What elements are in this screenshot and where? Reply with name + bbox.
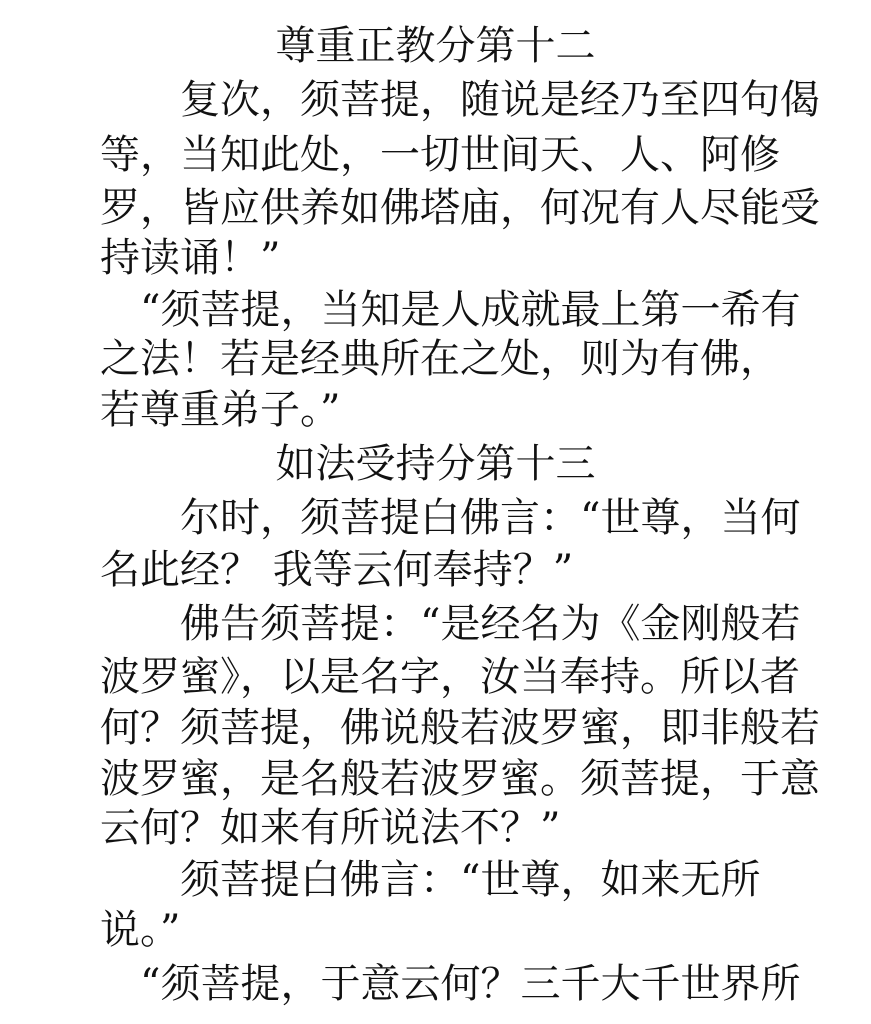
text-line: 等，当知此处，一切世间天、人、阿修: [100, 132, 780, 178]
text-line: 复次，须菩提，随说是经乃至四句偈: [100, 77, 820, 123]
text-line: 名此经？ 我等云何奉持？”: [100, 547, 574, 593]
text-line: 尔时，须菩提白佛言：“世尊，当何: [100, 495, 801, 541]
text-line: 波罗蜜》，以是名字，汝当奉持。所以者: [100, 654, 800, 700]
text-line: 罗，皆应供养如佛塔庙，何况有人尽能受: [100, 185, 820, 231]
text-line: 说。”: [100, 907, 181, 953]
text-line: 须菩提白佛言：“世尊，如来无所: [100, 857, 761, 903]
text-line: 之法！若是经典所在之处，则为有佛，: [100, 336, 780, 382]
text-line: 若尊重弟子。”: [100, 387, 341, 433]
section-heading-12: 尊重正教分第十二: [275, 23, 596, 69]
text-line: “须菩提，当知是人成就最上第一希有: [100, 287, 801, 333]
text-line: 持读诵！”: [100, 235, 281, 281]
text-line: 佛告须菩提：“是经名为《金刚般若: [100, 601, 801, 647]
section-heading-13: 如法受持分第十三: [275, 441, 596, 487]
text-line: 云何？如来有所说法不？”: [100, 805, 561, 851]
text-line: 波罗蜜，是名般若波罗蜜。须菩提，于意: [100, 756, 820, 802]
text-line: 何？须菩提，佛说般若波罗蜜，即非般若: [100, 705, 820, 751]
text-line: “须菩提，于意云何？三千大千世界所: [100, 961, 801, 1007]
